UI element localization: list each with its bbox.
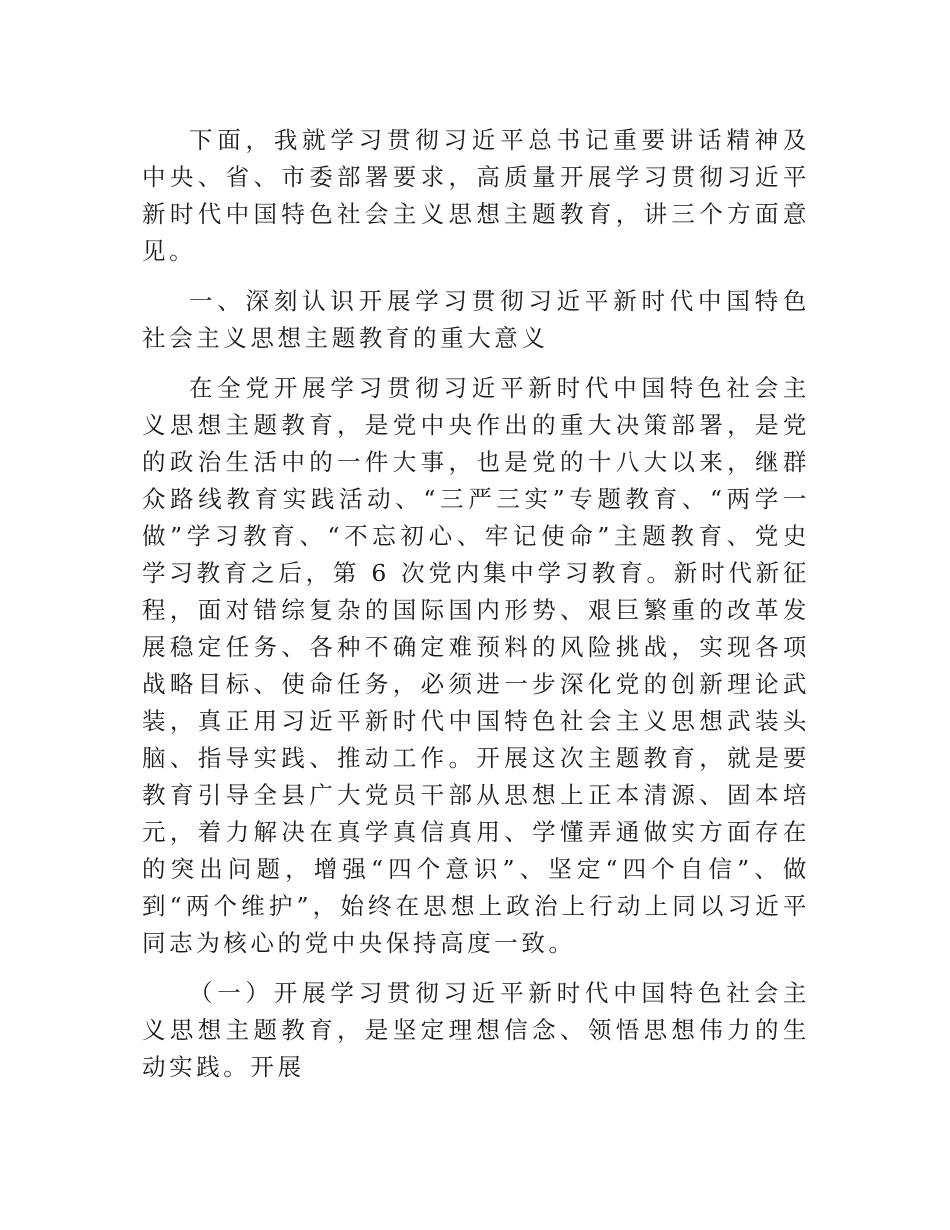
body-paragraph: 在全党开展学习贯彻习近平新时代中国特色社会主义思想主题教育，是党中央作出的重大决策部署，是党的政治生活中的一件大事，也是党的十八大以来，继群众路线教育实践活动、“三严三实”专题教育、“两学一做”学习教育、“不忘初心、牢记使命”主题教育、党史学习教育之后，第 6 次党内集中学习教育。新时代新征程，面对错综复杂的国际国内形势、艰巨繁重的改革发展稳定任务、各种不确定难预料的风险挑战，实现各项战略目标、使命任务，必须进一步深化党的创新理论武装，真正用习近平新时代中国特色社会主义思想武装头脑、指导实践、推动工作。开展这次主题教育，就是要教育引导全县广大党员干部从思想上正本清源、固本培元，着力解决在真学真信真用、学懂弄通做实方面存在的突出问题，增强“四个意识”、坚定“四个自信”、做到“两个维护”，始终在思想上政治上行动上同以习近平同志为核心的党中央保持高度一致。 <box>142 374 810 957</box>
subsection-paragraph-1: （一）开展学习贯彻习近平新时代中国特色社会主义思想主题教育，是坚定理想信念、领悟思想伟力的生动实践。开展 <box>142 979 810 1081</box>
intro-paragraph: 下面，我就学习贯彻习近平总书记重要讲话精神及中央、省、市委部署要求，高质量开展学习贯彻习近平新时代中国特色社会主义思想主题教育，讲三个方面意见。 <box>142 126 810 265</box>
section-heading-1: 一、深刻认识开展学习贯彻习近平新时代中国特色社会主义思想主题教育的重大意义 <box>142 287 810 352</box>
